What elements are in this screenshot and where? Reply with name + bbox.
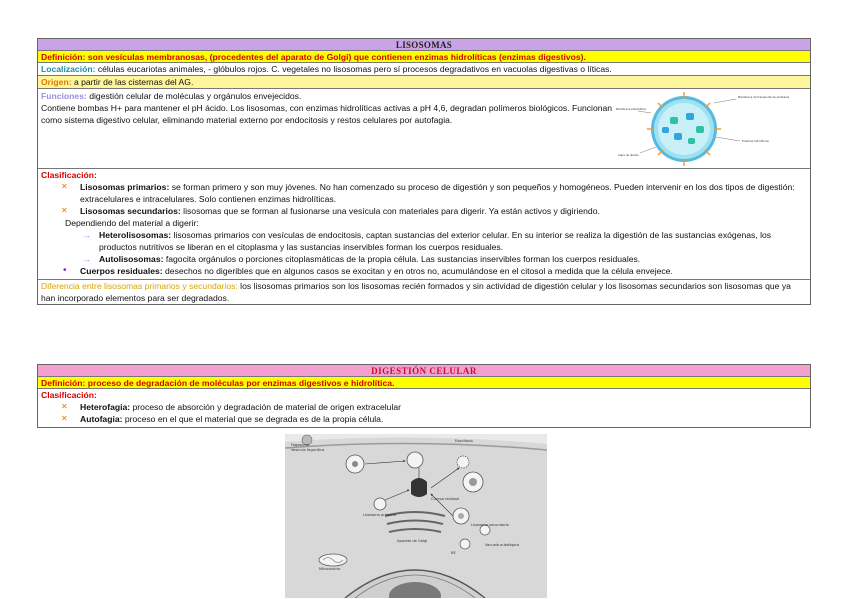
lisosomas-title: LISOSOMAS — [38, 39, 810, 51]
diferencia-row — [38, 280, 810, 304]
lysosome-illustration — [616, 91, 806, 167]
list-item-autofagia — [41, 413, 807, 425]
digestion-title: DIGESTIÓN CELULAR — [38, 365, 810, 377]
figure-label-lipidos: Capa de lípidos — [618, 153, 639, 157]
secundarios-text: lisosomas que se forman al fusionarse una vesícula con materiales para digerir. Ya están activos y digiriendo. — [180, 206, 600, 216]
digestion-definicion-label: Definición: — [41, 378, 86, 388]
digestion-table — [37, 364, 811, 428]
clasificacion-label: Clasificación: — [41, 170, 97, 180]
figure-label-enzimas: Enzimas hidrolíticas — [742, 139, 769, 143]
definicion-label: Definición: — [41, 52, 86, 62]
figure-label-membrana: Membrana plasmática — [616, 107, 646, 111]
digestion-definicion-row — [38, 377, 810, 389]
dependiendo-text: Dependiendo del material a digerir: — [65, 218, 199, 228]
clasificacion-row — [38, 169, 810, 280]
origen-row — [38, 76, 810, 89]
origen-label: Origen: — [41, 77, 72, 87]
list-item-heterolisosomas — [41, 229, 807, 253]
heterolisosomas-term: Heterolisosomas: — [99, 230, 172, 240]
arrow-bullet-icon: → — [82, 230, 91, 240]
list-item-autolisosomas — [41, 253, 807, 265]
arrow-bullet-icon: → — [82, 254, 91, 264]
localizacion-text: células eucariotas animales, - glóbulos rojos. C. vegetales no lisosomas pero sí procesos degradativos en vacuolas digestivas o líticas. — [95, 64, 612, 74]
diferencia-label: Diferencia entre lisosomas primarios y secundarios: — [41, 281, 238, 291]
diferencia-text: los lisosomas primarios son los lisosomas recién formados y sin actividad de digestión celular y los lisosomas secundarios son lisosomas que ya han incorporado elementos para ser degradados. — [41, 281, 791, 303]
definicion-text: son vesículas membranosas, (procedentes del aparato de Golgi) que contienen enzimas hidrolíticas (enzimas digestivos). — [85, 52, 586, 62]
cross-bullet-icon: ✕ — [61, 414, 68, 423]
digestion-clasificacion-row — [38, 389, 810, 427]
diagram-label-re: RE — [451, 551, 456, 555]
figure-label-transporte: Membrana de transporte de proteínas — [738, 95, 790, 99]
dot-bullet-icon: • — [63, 265, 67, 276]
autolisosomas-text: fagocita orgánulos o porciones citoplasmáticas de la propia célula. Las sustancias inservibles forman los cuerpos residuales. — [163, 254, 641, 264]
autolisosomas-term: Autolisosomas: — [99, 254, 164, 264]
localizacion-label: Localización: — [41, 64, 96, 74]
funciones-text-2: Contiene bombas H+ para mantener el pH ácido. Los lisosomas, con enzimas hidrolíticas activas a pH 4,6, degradan polímeros biológicos. Funcionan como sistema digestivo celular, eliminando material externo por endocitosis y restos celulares por autofagia. — [41, 103, 613, 125]
diagram-label-mitocondria: Mitocondria — [319, 567, 341, 571]
residuales-term: Cuerpos residuales: — [80, 266, 163, 276]
lisosomas-definicion-row — [38, 51, 810, 63]
heterofagia-text: proceso de absorción y degradación de material de origen extracelular — [130, 402, 402, 412]
digestion-definicion-text: proceso de degradación de moléculas por enzimas digestivos e hidrolítica. — [85, 378, 395, 388]
localizacion-row — [38, 63, 810, 76]
cross-bullet-icon: ✕ — [61, 402, 68, 411]
primarios-term: Lisosomas primarios: — [80, 182, 170, 192]
diagram-label-exocitosis: Exocitosis — [455, 439, 473, 443]
list-item-primarios — [41, 181, 807, 205]
funciones-text: digestión celular de moléculas y orgánulos envejecidos. — [86, 91, 302, 101]
list-item-heterofagia — [41, 401, 807, 413]
diagram-label-cuerpo: Cuerpo residual — [431, 497, 460, 501]
heterolisosomas-text: lisosomas primarios con vesículas de endocitosis, captan sustancias del exterior celular. En su interior se realiza la digestión de las sustancias exógenas, los productos nutritivos se liberan en el citoplasma y las sustancias inservibles forman los cuerpos residuales. — [99, 230, 772, 252]
cell-digestion-diagram — [285, 434, 547, 598]
list-item-secundarios — [41, 205, 807, 217]
digestion-clasificacion-label: Clasificación: — [41, 390, 97, 400]
autofagia-term: Autofagia: — [80, 414, 123, 424]
origen-text: a partir de las cisternas del AG. — [71, 77, 194, 87]
list-item-residuales — [41, 265, 807, 277]
primarios-text: se forman primero y son muy jóvenes. No han comenzado su proceso de digestión y son pequeños y homogéneos. Pueden intervenir en los dos tipos de digestión: extracelulares e intracelulares. Solo contienen enzimas hidrolíticas. — [80, 182, 795, 204]
secundarios-term: Lisosomas secundarios: — [80, 206, 181, 216]
heterofagia-term: Heterofagia: — [80, 402, 131, 412]
cross-bullet-icon: ✕ — [61, 206, 68, 215]
cross-bullet-icon: ✕ — [61, 182, 68, 191]
funciones-label: Funciones: — [41, 91, 87, 101]
diagram-label-vesicula: Vesícula fagocítica — [291, 448, 325, 452]
funciones-row — [38, 89, 810, 169]
lisosomas-table — [37, 38, 811, 305]
diagram-label-fagosoma: Fagosoma — [291, 443, 310, 447]
residuales-text: desechos no digeribles que en algunos casos se exocitan y en otros no, acumulándose en el citosol a medida que la célula envejece. — [162, 266, 673, 276]
diagram-label-lis-secundario: Lisosoma secundario — [471, 523, 509, 527]
diagram-label-autofagica: Vacuola autofágica — [485, 543, 520, 547]
diagram-label-golgi: Aparato de Golgi — [397, 539, 428, 543]
diagram-label-lis-primario: Lisosoma primario — [363, 513, 397, 517]
autofagia-text: proceso en el que el material que se degrada es de la propia célula. — [122, 414, 384, 424]
